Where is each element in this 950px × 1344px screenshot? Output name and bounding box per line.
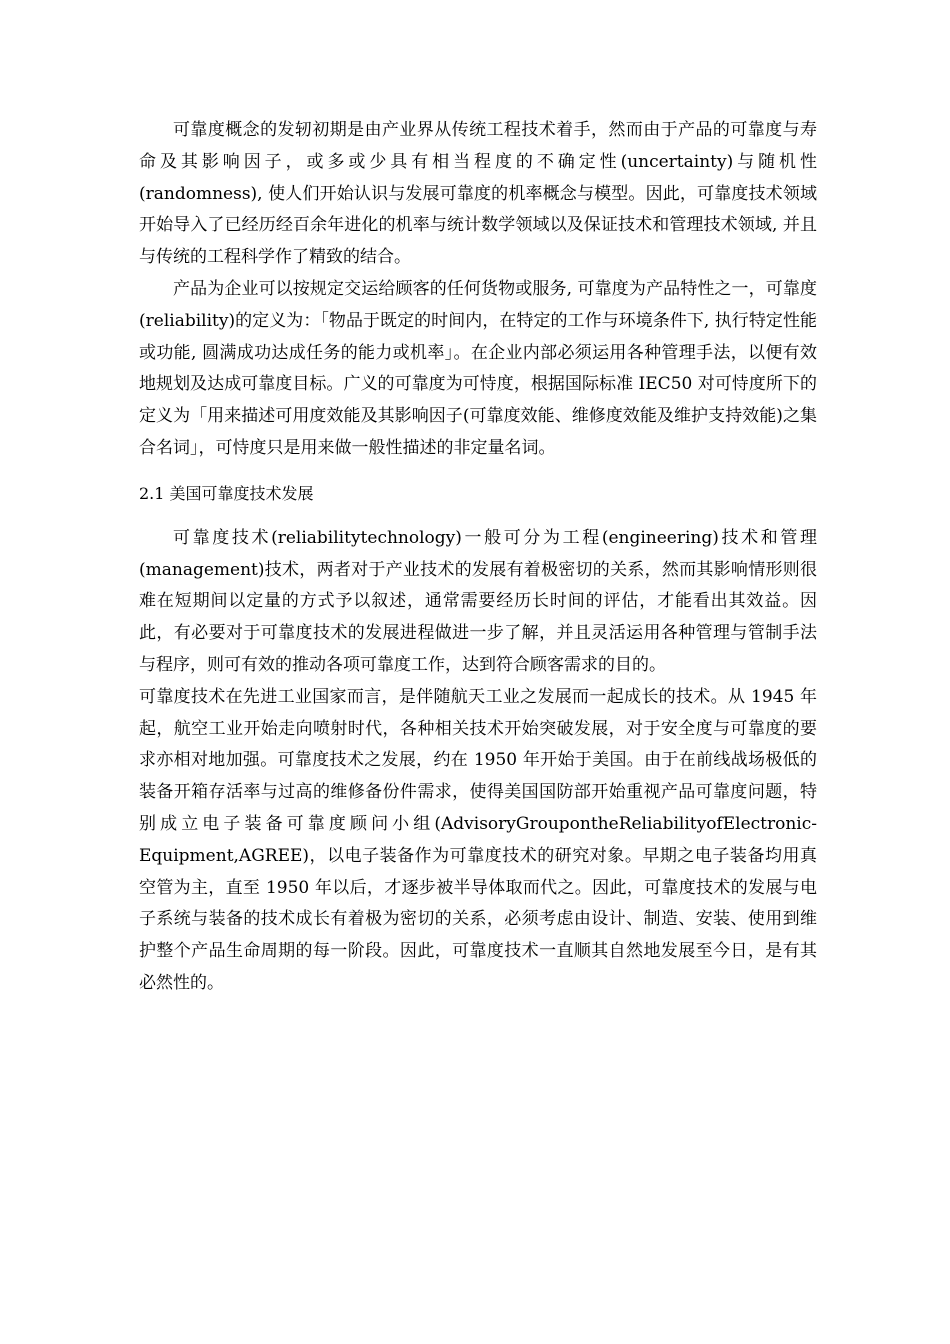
paragraph-reliability-definition: 产品为企业可以按规定交运给顾客的任何货物或服务, 可靠度为产品特性之一，可靠度(reliability)的定义为：「物品于既定的时间内，在特定的工作与环境条件下, 执行特定性能或功能, 圆满成功达成任务的能力或机率」。在企业内部必须运用各种管理手法，以便有效地规划及达成可靠度目标。广义的可靠度为可恃度，根据国际标准 IEC50 对可恃度所下的定义为「用来描述可用度效能及其影响因子(可靠度效能、维修度效能及维护支持效能)之集合名词」，可恃度只是用来做一般性描述的非定量名词。 [139, 278, 817, 458]
section-heading: 2.1 美国可靠度技术发展 [139, 483, 314, 503]
paragraph-reliability-technology: 可靠度技术(reliabilitytechnology)一般可分为工程(engineering)技术和管理(management)技术，两者对于产业技术的发展有着极密切的关系，然而其影响情形则很难在短期间以定量的方式予以叙述，通常需要经历长时间的评估，才能看出其效益。因此，有必要对于可靠度技术的发展进程做进一步了解，并且灵活运用各种管理与管制手法与程序，则可有效的推动各项可靠度工作，达到符合顾客需求的目的。 [139, 527, 817, 675]
document-body [139, 115, 817, 1000]
paragraph-reliability-history: 可靠度技术在先进工业国家而言，是伴随航天工业之发展而一起成长的技术。从 1945 年起，航空工业开始走向喷射时代，各种相关技术开始突破发展，对于安全度与可靠度的要求亦相对地加强。可靠度技术之发展，约在 1950 年开始于美国。由于在前线战场极低的装备开箱存活率与过高的维修备份件需求，使得美国国防部开始重视产品可靠度问题，特别成立电子装备可靠度顾问小组(AdvisoryGroupontheReliabilityofElectronicEquipment,AGREE)，以电子装备作为可靠度技术的研究对象。早期之电子装备均用真空管为主，直至 1950 年以后，才逐步被半导体取而代之。因此，可靠度技术的发展与电子系统与装备的技术成长有着极为密切的关系，必须考虑由设计、制造、安装、使用到维护整个产品生命周期的每一阶段。因此，可靠度技术一直顺其自然地发展至今日，是有其必然性的。 [139, 686, 817, 993]
paragraph-reliability-origins: 可靠度概念的发轫初期是由产业界从传统工程技术着手，然而由于产品的可靠度与寿命及其影响因子，或多或少具有相当程度的不确定性(uncertainty)与随机性(randomness), 使人们开始认识与发展可靠度的机率概念与模型。因此，可靠度技术领域开始导入了已经历经百余年进化的机率与统计数学领域以及保证技术和管理技术领域, 并且与传统的工程科学作了精致的结合。 [139, 120, 817, 268]
